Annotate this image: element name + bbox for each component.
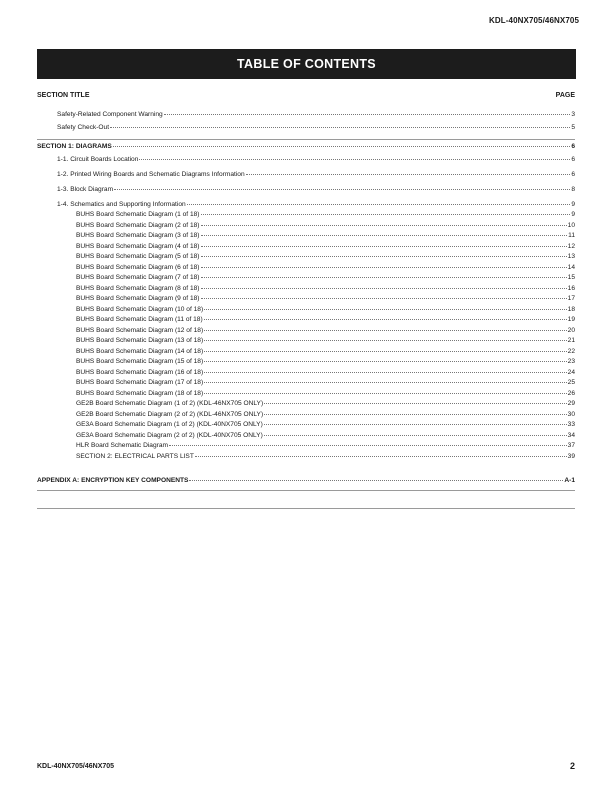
- toc-entry-page: 6: [571, 171, 575, 178]
- dot-leader: [113, 146, 571, 147]
- toc-entry-page: 37: [567, 442, 575, 449]
- toc-entry-label: 1-2. Printed Wiring Boards and Schematic Diagrams Information: [57, 171, 245, 178]
- toc-entry-label: Safety-Related Component Warning: [57, 111, 163, 118]
- toc-entry[interactable]: [76, 357, 575, 367]
- toc-entry[interactable]: [76, 399, 575, 409]
- toc-entry[interactable]: [76, 347, 575, 357]
- toc-entry-page: 19: [567, 316, 575, 323]
- toc-entry-label: BUHS Board Schematic Diagram (15 of 18): [76, 358, 204, 365]
- dot-leader: [201, 235, 568, 236]
- toc-entry-label: BUHS Board Schematic Diagram (6 of 18): [76, 264, 200, 271]
- toc-entry-page: 17: [567, 295, 575, 302]
- toc-entry-label: SECTION 1: DIAGRAMS: [37, 143, 112, 150]
- dot-leader: [204, 361, 566, 362]
- toc-entry[interactable]: [76, 441, 575, 451]
- page-number: 2: [569, 761, 575, 771]
- toc-entry-page: 6: [571, 143, 575, 150]
- toc-entry-label: BUHS Board Schematic Diagram (7 of 18): [76, 274, 200, 281]
- dot-leader: [189, 480, 563, 481]
- section-divider: [37, 508, 575, 509]
- toc-entry-page: 5: [571, 124, 575, 131]
- dot-leader: [204, 351, 566, 352]
- toc-entry-page: 10: [567, 222, 575, 229]
- toc-entry[interactable]: [76, 305, 575, 315]
- dot-leader: [264, 414, 567, 415]
- toc-entry-page: 24: [567, 369, 575, 376]
- toc-entry-label: BUHS Board Schematic Diagram (13 of 18): [76, 337, 204, 344]
- toc-entry-label: BUHS Board Schematic Diagram (16 of 18): [76, 369, 204, 376]
- toc-entry[interactable]: [76, 315, 575, 325]
- toc-entry-label: BUHS Board Schematic Diagram (3 of 18): [76, 232, 200, 239]
- toc-entry-page: 18: [567, 306, 575, 313]
- toc-entry-page: 16: [567, 285, 575, 292]
- dot-leader: [204, 382, 566, 383]
- toc-entry-label: BUHS Board Schematic Diagram (11 of 18): [76, 316, 203, 323]
- dot-leader: [195, 456, 567, 457]
- toc-entry-label: HLR Board Schematic Diagram: [76, 442, 168, 449]
- toc-entry-label: BUHS Board Schematic Diagram (9 of 18): [76, 295, 200, 302]
- section-title-header: SECTION TITLE: [37, 92, 90, 99]
- dot-leader: [204, 330, 566, 331]
- dot-leader: [201, 298, 567, 299]
- toc-entry-page: 8: [571, 186, 575, 193]
- dot-leader: [201, 256, 567, 257]
- toc-entry[interactable]: [76, 368, 575, 378]
- toc-entry-label: BUHS Board Schematic Diagram (17 of 18): [76, 379, 204, 386]
- toc-entry-label: BUHS Board Schematic Diagram (4 of 18): [76, 243, 200, 250]
- toc-entry[interactable]: [57, 155, 575, 165]
- toc-entry-label: BUHS Board Schematic Diagram (14 of 18): [76, 348, 204, 355]
- dot-leader: [114, 189, 570, 190]
- toc-entry-page: 26: [567, 390, 575, 397]
- toc-entry-page: 29: [567, 400, 575, 407]
- toc-entry-page: A-1: [564, 477, 575, 484]
- toc-entry-label: GE2B Board Schematic Diagram (2 of 2) (KDL-46NX705 ONLY): [76, 411, 264, 418]
- toc-entry[interactable]: [57, 200, 575, 210]
- toc-entry[interactable]: [76, 420, 575, 430]
- dot-leader: [204, 340, 566, 341]
- section-divider: [37, 139, 575, 140]
- toc-entry-label: BUHS Board Schematic Diagram (5 of 18): [76, 253, 200, 260]
- dot-leader: [204, 319, 567, 320]
- toc-entry-label: BUHS Board Schematic Diagram (10 of 18): [76, 306, 204, 313]
- dot-leader: [246, 174, 571, 175]
- dot-leader: [201, 288, 567, 289]
- dot-leader: [164, 114, 571, 115]
- toc-entry-page: 39: [567, 453, 575, 460]
- toc-entry-page: 25: [567, 379, 575, 386]
- toc-entry-page: 21: [567, 337, 575, 344]
- dot-leader: [201, 246, 567, 247]
- toc-entry-page: 15: [567, 274, 575, 281]
- toc-entry-label: Safety Check-Out: [57, 124, 110, 131]
- column-headers: [37, 92, 575, 99]
- toc-entry-page: 33: [567, 421, 575, 428]
- toc-title: TABLE OF CONTENTS: [237, 57, 376, 71]
- toc-entry[interactable]: [76, 221, 575, 231]
- toc-entry[interactable]: [76, 389, 575, 399]
- toc-entry[interactable]: [37, 142, 575, 152]
- toc-entry-page: 22: [567, 348, 575, 355]
- toc-entry-label: BUHS Board Schematic Diagram (12 of 18): [76, 327, 204, 334]
- dot-leader: [139, 159, 570, 160]
- toc-entry[interactable]: [76, 252, 575, 262]
- toc-entry-page: 13: [567, 253, 575, 260]
- dot-leader: [201, 225, 567, 226]
- toc-entry[interactable]: [37, 476, 575, 486]
- toc-entry-label: 1-1. Circuit Boards Location: [57, 156, 139, 163]
- toc-entry-label: SECTION 2: ELECTRICAL PARTS LIST: [76, 453, 194, 460]
- page-header: PAGE: [555, 92, 575, 99]
- toc-entry-page: 20: [567, 327, 575, 334]
- toc-entry-page: 3: [571, 111, 575, 118]
- toc-entry-page: 11: [568, 232, 575, 239]
- toc-entry[interactable]: [76, 231, 575, 241]
- toc-entry-page: 12: [567, 243, 575, 250]
- dot-leader: [204, 372, 566, 373]
- toc-entry-page: 30: [567, 411, 575, 418]
- toc-entry[interactable]: [76, 284, 575, 294]
- dot-leader: [264, 435, 567, 436]
- section-divider: [37, 490, 575, 491]
- toc-entry[interactable]: [76, 294, 575, 304]
- header-model-number: KDL-40NX705/46NX705: [489, 16, 579, 25]
- toc-entry[interactable]: [57, 185, 575, 195]
- toc-entry[interactable]: [76, 263, 575, 273]
- toc-entry[interactable]: [76, 336, 575, 346]
- dot-leader: [204, 309, 566, 310]
- toc-entry-label: GE3A Board Schematic Diagram (1 of 2) (KDL-40NX705 ONLY): [76, 421, 263, 428]
- toc-entry-label: BUHS Board Schematic Diagram (2 of 18): [76, 222, 200, 229]
- dot-leader: [187, 204, 571, 205]
- footer-model-number: KDL-40NX705/46NX705: [37, 763, 115, 770]
- dot-leader: [204, 393, 566, 394]
- toc-entry[interactable]: [76, 326, 575, 336]
- toc-entry[interactable]: [76, 410, 575, 420]
- toc-entry[interactable]: [76, 431, 575, 441]
- toc-entry-label: APPENDIX A: ENCRYPTION KEY COMPONENTS: [37, 477, 189, 484]
- toc-entry[interactable]: [57, 123, 575, 133]
- toc-title-banner: [37, 49, 576, 79]
- dot-leader: [201, 277, 567, 278]
- toc-entry[interactable]: [76, 273, 575, 283]
- toc-entry-page: 9: [571, 201, 575, 208]
- toc-entry[interactable]: [76, 452, 575, 462]
- toc-entry-page: 9: [571, 211, 575, 218]
- toc-entry-label: BUHS Board Schematic Diagram (8 of 18): [76, 285, 200, 292]
- dot-leader: [201, 267, 567, 268]
- toc-entry-page: 6: [571, 156, 575, 163]
- toc-entry[interactable]: [76, 210, 575, 220]
- toc-entry[interactable]: [57, 170, 575, 180]
- toc-entry-label: GE3A Board Schematic Diagram (2 of 2) (KDL-40NX705 ONLY): [76, 432, 263, 439]
- dot-leader: [264, 403, 567, 404]
- dot-leader: [201, 214, 571, 215]
- toc-entry-label: 1-4. Schematics and Supporting Information: [57, 201, 186, 208]
- toc-entry-label: GE2B Board Schematic Diagram (1 of 2) (KDL-46NX705 ONLY): [76, 400, 264, 407]
- toc-entry[interactable]: [57, 110, 575, 120]
- toc-entry-page: 23: [567, 358, 575, 365]
- toc-entry-label: 1-3. Block Diagram: [57, 186, 114, 193]
- dot-leader: [169, 445, 567, 446]
- dot-leader: [110, 127, 570, 128]
- toc-entry-label: BUHS Board Schematic Diagram (1 of 18): [76, 211, 200, 218]
- toc-entry[interactable]: [76, 378, 575, 388]
- toc-entry-page: 34: [567, 432, 575, 439]
- toc-entry[interactable]: [76, 242, 575, 252]
- toc-entry-label: BUHS Board Schematic Diagram (18 of 18): [76, 390, 204, 397]
- toc-entry-page: 14: [567, 264, 575, 271]
- dot-leader: [264, 424, 567, 425]
